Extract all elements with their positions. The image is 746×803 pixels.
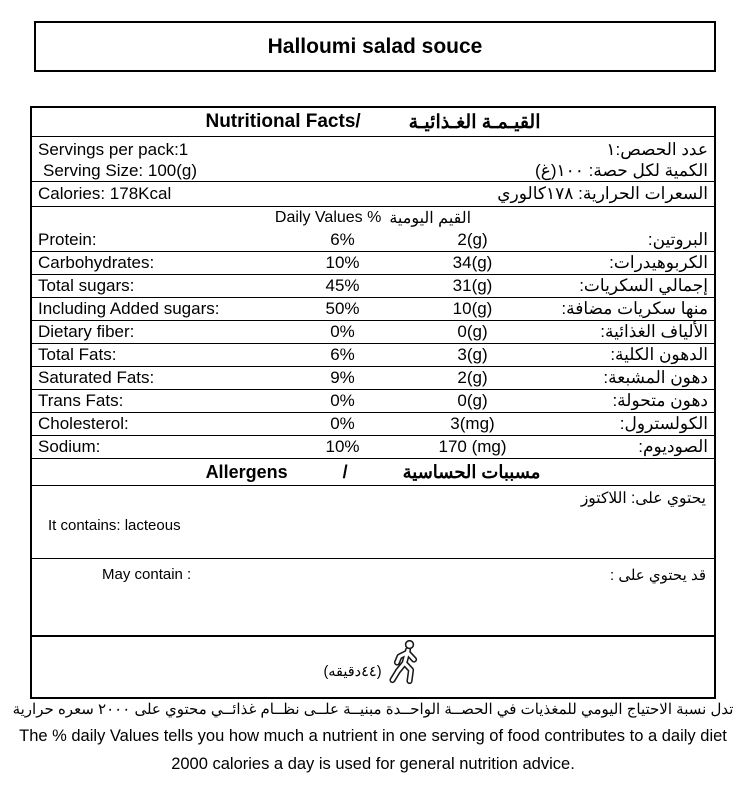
contains-statement-en: It contains: lacteous xyxy=(48,517,181,534)
nutrition-facts-table xyxy=(30,106,716,699)
footer-line-ar: تدل نسبة الاحتياج اليومي للمغذيات في الحصــة الواحــدة مبنيــة علــى نظــام غذائــي محتوي على ٢٠٠٠ سعره حرارية xyxy=(12,701,734,718)
nutrient-amount: 10(g) xyxy=(452,299,493,318)
nutrient-name-en: Trans Fats: xyxy=(38,391,124,410)
nutrient-name-ar: إجمالي السكريات: xyxy=(579,276,708,295)
nutrient-row xyxy=(32,228,714,251)
nutrient-amount: 170 (mg) xyxy=(438,437,507,456)
nutrient-amount: 0(g) xyxy=(457,391,488,410)
nutrient-name-en: Dietary fiber: xyxy=(38,322,135,341)
may-contain-en: May contain : xyxy=(102,566,192,583)
nutrient-row xyxy=(32,274,714,297)
nutrient-name-en: Protein: xyxy=(38,229,97,249)
daily-values-header-ar: القيم اليومية xyxy=(389,209,472,227)
nutrient-percent: 0% xyxy=(330,414,355,433)
nutrient-percent: 50% xyxy=(325,299,360,318)
nutrient-row xyxy=(32,320,714,343)
nutrient-name-ar: البروتين: xyxy=(647,229,708,249)
table-header-row xyxy=(32,108,714,136)
nutrient-percent: 9% xyxy=(330,368,355,387)
nutrient-amount: 3(g) xyxy=(457,345,488,364)
nutrient-name-en: Carbohydrates: xyxy=(38,253,155,272)
allergens-separator: / xyxy=(342,461,348,482)
nutrient-percent: 6% xyxy=(330,345,355,364)
calories-row xyxy=(32,181,714,206)
product-title: Halloumi salad souce xyxy=(267,34,483,58)
footer-line-en-1: The % daily Values tells you how much a nutrient in one serving of food contributes to a daily diet xyxy=(19,727,727,745)
nutrient-percent: 0% xyxy=(330,322,355,341)
nutrient-name-ar: الكربوهيدرات: xyxy=(609,253,708,272)
nutrient-amount: 34(g) xyxy=(452,253,493,272)
serving-info-en xyxy=(38,139,197,179)
nutrient-name-en: Including Added sugars: xyxy=(38,299,220,318)
nutrient-percent: 10% xyxy=(325,437,360,456)
servings-per-pack-ar: عدد الحصص:١ xyxy=(606,140,708,159)
nutrient-name-en: Cholesterol: xyxy=(38,414,129,433)
nutrient-percent: 45% xyxy=(325,276,360,295)
footer-line-en-2: 2000 calories a day is used for general nutrition advice. xyxy=(171,754,575,773)
nutrient-row xyxy=(32,435,714,458)
nutrient-name-ar: الدهون الكلية: xyxy=(610,345,708,364)
nutrient-percent: 6% xyxy=(330,229,355,249)
nutrient-row xyxy=(32,251,714,274)
nutrient-percent: 10% xyxy=(325,253,360,272)
allergens-header-row xyxy=(32,458,714,485)
nutrient-percent: 0% xyxy=(330,391,355,410)
table-header-ar: القيـمـة الغـذائيـة xyxy=(408,111,541,133)
nutrient-name-ar: منها سكريات مضافة: xyxy=(561,299,708,318)
nutrient-amount: 3(mg) xyxy=(450,414,495,433)
nutrient-name-ar: دهون متحولة: xyxy=(612,391,708,410)
nutrient-amount: 0(g) xyxy=(457,322,488,341)
nutrient-row xyxy=(32,343,714,366)
allergens-title-en: Allergens xyxy=(205,461,288,482)
nutrient-name-ar: دهون المشبعة: xyxy=(603,368,708,387)
servings-per-pack-en: Servings per pack:1 xyxy=(38,140,189,159)
daily-values-header-row xyxy=(32,206,714,228)
nutrient-rows-container xyxy=(32,228,714,458)
contains-section xyxy=(32,485,714,558)
calories-ar: السعرات الحرارية: ١٧٨كالوري xyxy=(497,184,708,203)
serving-info-ar xyxy=(535,139,708,179)
daily-values-header-en: Daily Values % xyxy=(274,208,382,226)
nutrient-row xyxy=(32,297,714,320)
allergens-title-ar: مسببات الحساسية xyxy=(402,461,541,482)
serving-size-en: Serving Size: 100(g) xyxy=(43,161,198,180)
nutrient-name-en: Sodium: xyxy=(38,437,101,456)
serving-size-ar: الكمية لكل حصة: ١٠٠(غ) xyxy=(535,161,708,180)
footer-disclaimer xyxy=(0,697,746,778)
product-title-box xyxy=(34,21,716,72)
nutrient-name-en: Total Fats: xyxy=(38,345,117,364)
nutrient-amount: 2(g) xyxy=(457,368,488,387)
may-contain-section xyxy=(32,558,714,635)
nutrient-name-en: Saturated Fats: xyxy=(38,368,155,387)
nutrient-name-ar: الصوديوم: xyxy=(638,437,708,456)
nutrient-name-en: Total sugars: xyxy=(38,276,135,295)
contains-statement-ar: يحتوي على: اللاكتوز xyxy=(580,490,706,507)
table-header-en: Nutritional Facts/ xyxy=(205,111,361,132)
nutrient-row xyxy=(32,412,714,435)
nutrient-row xyxy=(32,389,714,412)
nutrient-amount: 2(g) xyxy=(457,229,488,249)
may-contain-ar: قد يحتوي على : xyxy=(609,567,706,584)
nutrient-row xyxy=(32,366,714,389)
calories-en: Calories: 178Kcal xyxy=(38,184,172,203)
walking-duration-label: (٤٤دقيقه) xyxy=(323,664,382,680)
walking-person-icon xyxy=(387,640,423,691)
nutrient-amount: 31(g) xyxy=(452,276,493,295)
activity-equivalence-section xyxy=(32,635,714,697)
nutrient-name-ar: الكولسترول: xyxy=(619,414,708,433)
serving-info-row xyxy=(32,136,714,181)
nutrient-name-ar: الألياف الغذائية: xyxy=(600,322,708,341)
